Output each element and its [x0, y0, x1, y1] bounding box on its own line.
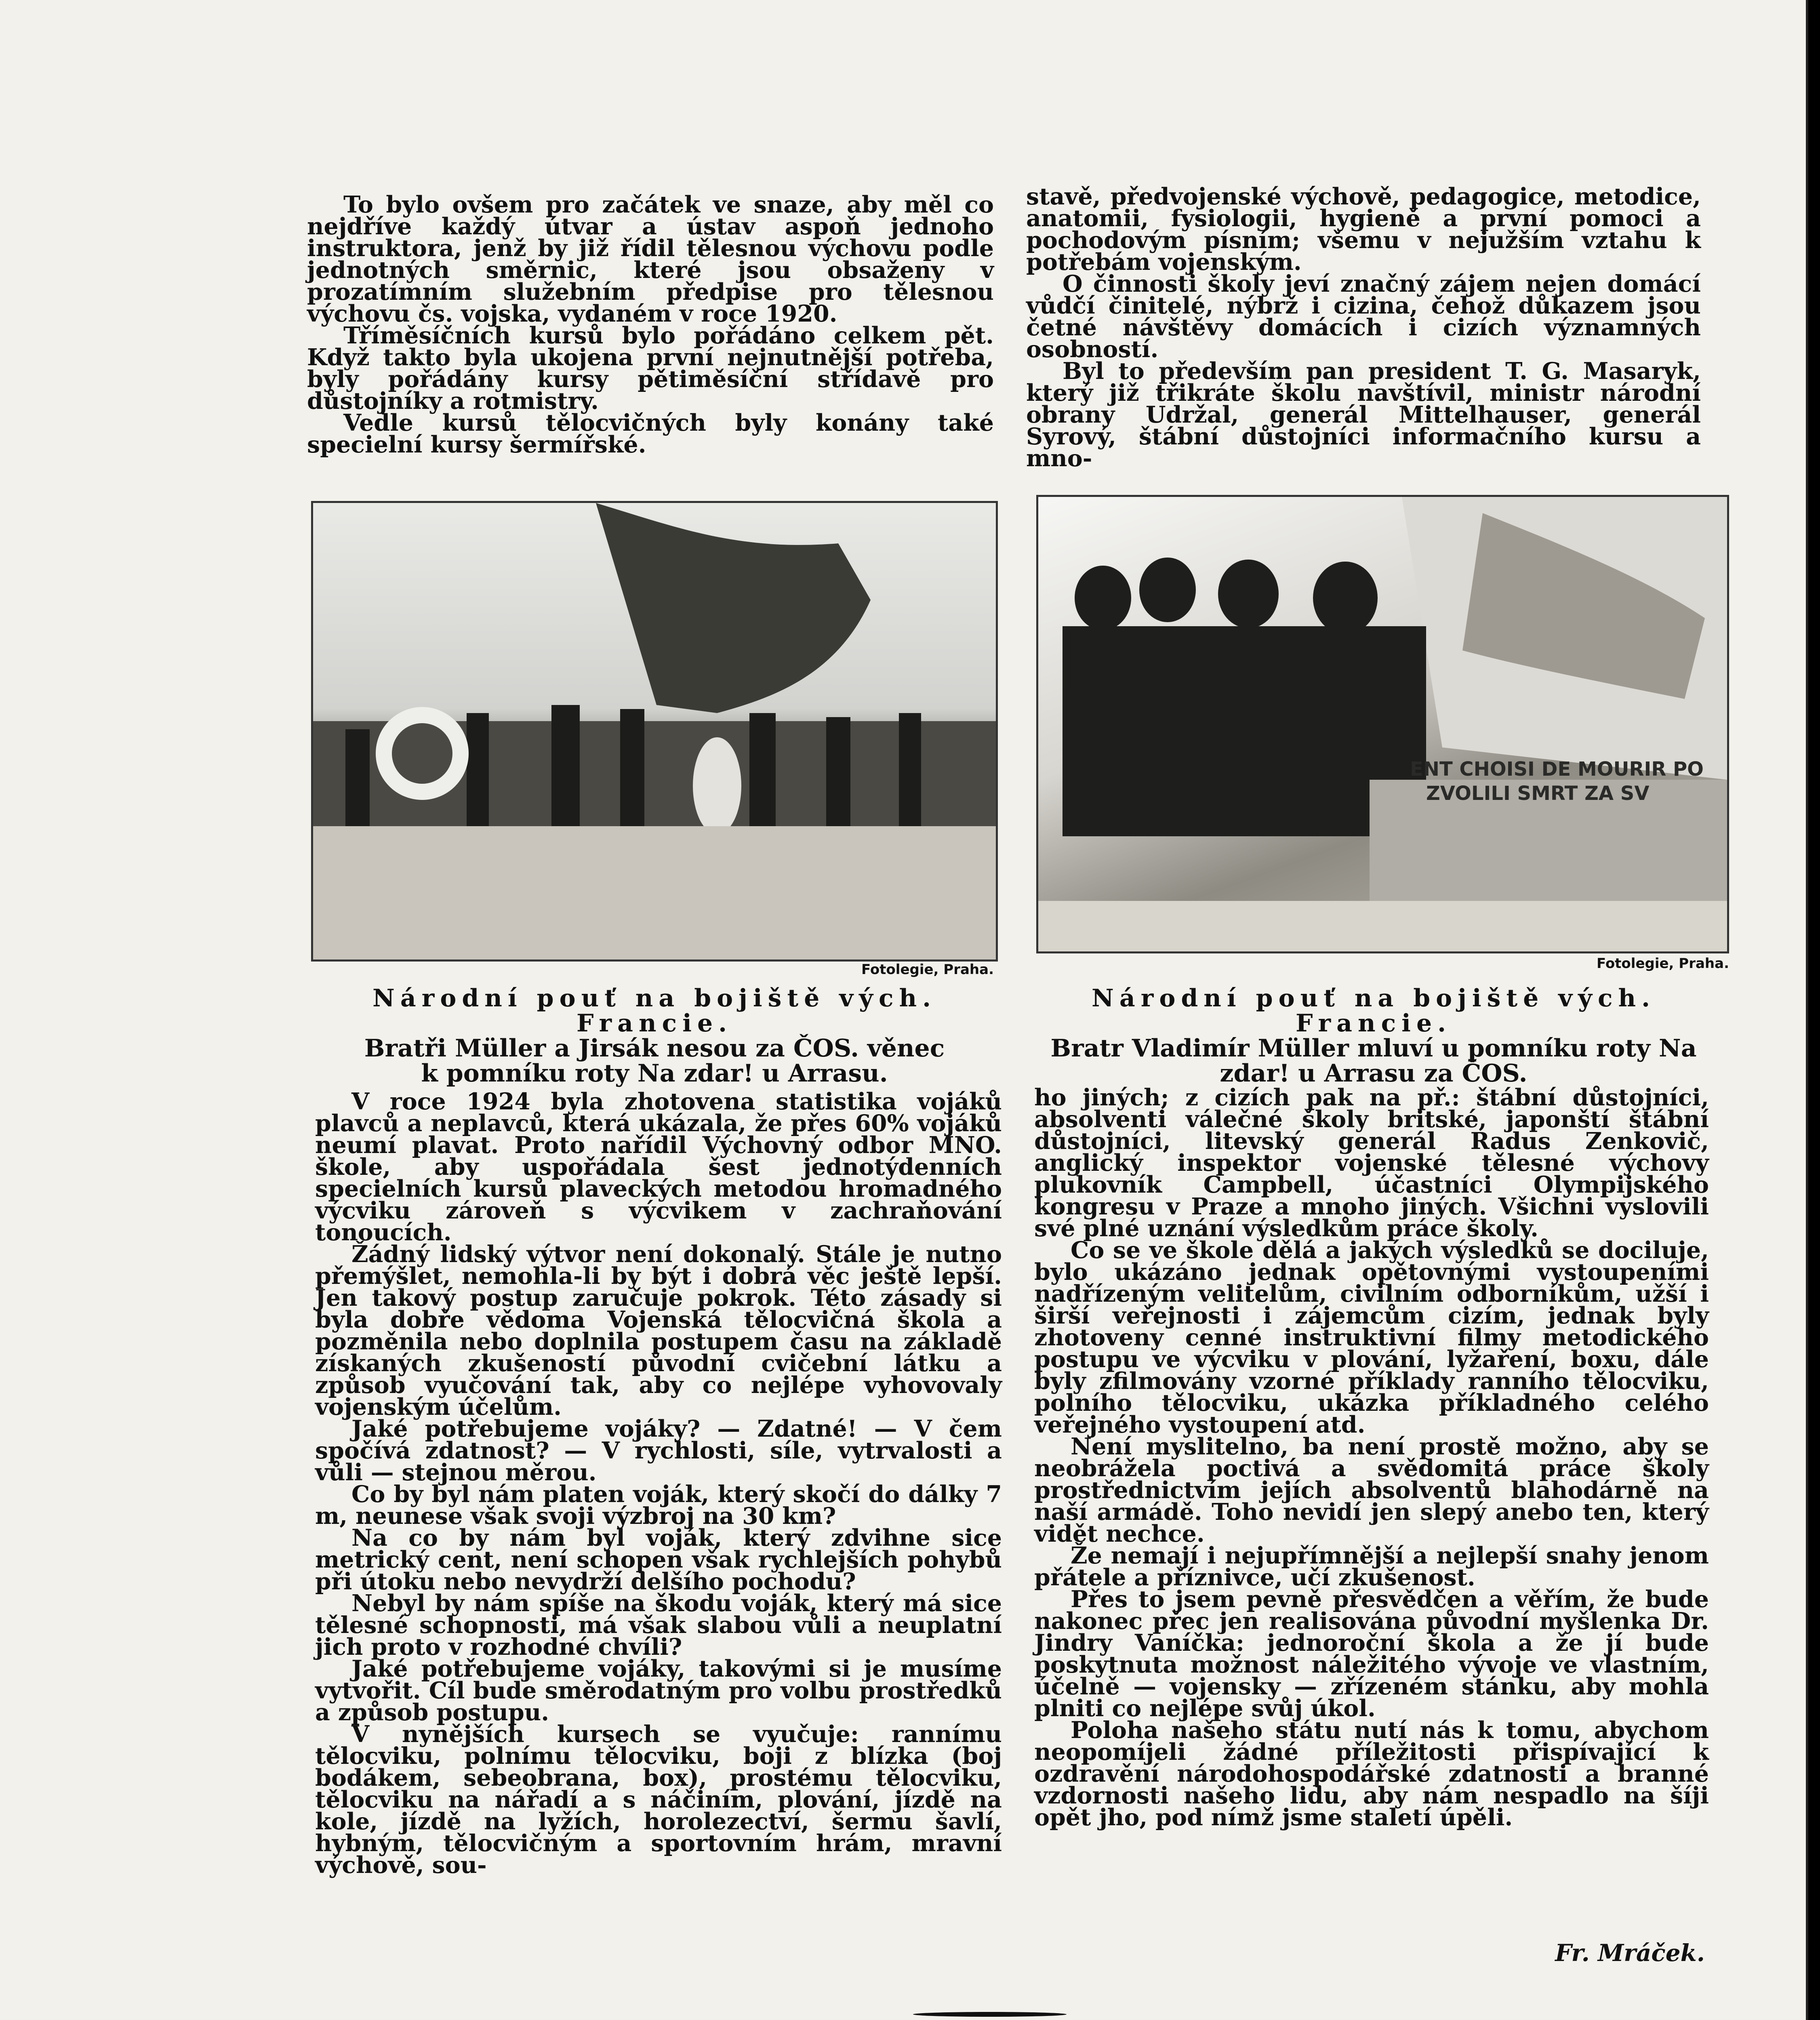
- paragraph: Není myslitelno, ba není prostě možno, aby se neobrážela poctivá a svědomitá práce školy prostřednictvím jejích absolventů blahodárně na naší armádě. Toho nevidí jen slepý anebo ten, který vidět nechce.: [1034, 1433, 1709, 1547]
- photo-speech-at-monument: [1036, 495, 1729, 953]
- text-column-bottom-right: [1034, 1084, 1709, 1831]
- text-column-top-left: [307, 191, 994, 458]
- paragraph: Co se ve škole dělá a jakých výsledků se dociluje, bylo ukázáno jednak opětovnými vystoupeními nadřízeným velitelům, civilním odborníkům, užší i širší veřejnosti i zájemcům cizím, jednak byly zhotoveny cenné instruktivní filmy metodického postupu ve výcviku v plování, lyžaření, boxu, dále byly zfilmovány vzorné příklady ranního tělocviku, polního tělocviku, ukázka příkladného celého veřejného vystoupení atd.: [1034, 1237, 1709, 1438]
- paragraph: ho jiných; z cizích pak na př.: štábní důstojníci, absolventi válečné školy britské, japonští štábní důstojníci, litevský generál Radus Zenkovič, anglický inspektor vojenské tělesné výchovy plukovník Campbell, účastníci Olympijského kongresu v Praze a mnoho jiných. Všichni vyslovili své plné uznání výsledkům práce školy.: [1034, 1084, 1709, 1242]
- text-column-bottom-left: [315, 1088, 1002, 1879]
- caption-line: Bratr Vladimír Müller mluví u pomníku roty Na: [1050, 1034, 1697, 1063]
- photo-wreath-procession: [311, 501, 998, 962]
- photo-caption-right: [1026, 986, 1721, 1086]
- paragraph: To bylo ovšem pro začátek ve snaze, aby měl co nejdříve každý útvar a ústav aspoň jednoho instruktora, jenž by již řídil tělesnou výchovu podle jednotných směrnic, které jsou obsaženy v prozatímním služebním předpise pro tělesnou výchovu čs. vojska, vydaném v roce 1920.: [307, 191, 994, 327]
- paragraph: V roce 1924 byla zhotovena statistika vojáků plavců a neplavců, která ukázala, že přes 60% vojáků neumí plavat. Proto nařídil Výchovný odbor MNO. škole, aby uspořádala šest jednotýdenních specielních kursů plaveckých metodou hromadného výcviku zároveň s výcvikem v zachraňování tonoucích.: [315, 1088, 1002, 1246]
- monument-inscription: ENT CHOISI DE MOURIR PO: [1410, 758, 1704, 781]
- caption-line: k pomníku roty Na zdar! u Arrasu.: [421, 1059, 888, 1088]
- paragraph: Vedle kursů tělocvičných byly konány také specielní kursy šermířské.: [307, 409, 994, 458]
- paragraph: Jaké potřebujeme vojáky, takovými si je musíme vytvořit. Cíl bude směrodatným pro volbu prostředků a způsob postupu.: [315, 1655, 1002, 1726]
- paragraph: Žádný lidský výtvor není dokonalý. Stále je nutno přemýšlet, nemohla-li by být i dobrá věc ještě lepší. Jen takový postup zaručuje pokrok. Této zásady si byla dobře vědoma Vojenská tělocvičná škola a pozměnila nebo doplnila postupem času na základě získaných zkušeností původní cvičební látku a způsob vyučování tak, aby co nejlépe vyhovovaly vojenským účelům.: [315, 1241, 1002, 1420]
- photo-illustration: [313, 503, 996, 960]
- photo-caption-left: [307, 986, 1002, 1086]
- paragraph: Nebyl by nám spíše na škodu voják, který má sice tělesné schopnosti, má však slabou vůli a neuplatní jich proto v rozhodné chvíli?: [315, 1590, 1002, 1660]
- paragraph: Co by byl nám platen voják, který skočí do dálky 7 m, neunese však svoji výzbroj na 30 km?: [315, 1481, 1002, 1530]
- paragraph: Byl to především pan president T. G. Masaryk, který již třikráte školu navštívil, ministr národní obrany Udržal, generál Mittelhauser, generál Syrový, štábní důstojníci informačního kursu a mno-: [1026, 358, 1701, 472]
- paragraph: Tříměsíčních kursů bylo pořádáno celkem pět. Když takto byla ukojena první nejnutnější potřeba, byly pořádány kursy pětiměsíční střídavě pro důstojníky a rotmistry.: [307, 322, 994, 415]
- photo-credit: Fotolegie, Praha.: [1596, 955, 1729, 972]
- paragraph: stavě, předvojenské výchově, pedagogice, metodice, anatomii, fysiologii, hygieně a první pomoci a pochodovým písním; všemu v nejužším vztahu k potřebám vojenským.: [1026, 183, 1701, 276]
- paragraph: Na co by nám byl voják, který zdvihne sice metrický cent, není schopen však rychlejších pohybů při útoku nebo nevydrží delšího pochodu?: [315, 1524, 1002, 1595]
- caption-line: Národní pouť na bojiště vých. Francie.: [372, 984, 936, 1037]
- text-column-top-right: [1026, 183, 1701, 472]
- caption-line: Národní pouť na bojiště vých. Francie.: [1092, 984, 1656, 1037]
- photo-credit: Fotolegie, Praha.: [861, 962, 994, 978]
- author-signature: Fr. Mráček.: [1555, 1939, 1705, 1967]
- photo-illustration: [1038, 497, 1727, 951]
- separator-rule: [913, 2012, 1067, 2017]
- caption-line: zdar! u Arrasu za ČOS.: [1220, 1059, 1528, 1088]
- paragraph: O činnosti školy jeví značný zájem nejen domácí vůdčí činitelé, nýbrž i cizina, čehož důkazem jsou četné návštěvy domácích i cizích významných osobností.: [1026, 270, 1701, 363]
- caption-line: Bratři Müller a Jirsák nesou za ČOS. věnec: [364, 1034, 945, 1063]
- monument-inscription: ZVOLILI SMRT ZA SV: [1426, 782, 1650, 805]
- paragraph: Poloha našeho státu nutí nás k tomu, abychom neopomíjeli žádné příležitosti přispívající k ozdravění národohospodářské zdatnosti a branné vzdornosti našeho lidu, aby nám nespadlo na šíji opět jho, pod nímž jsme staletí úpěli.: [1034, 1717, 1709, 1831]
- paragraph: Že nemají i nejupřímnější a nejlepší snahy jenom přátele a příznivce, učí zkušenost.: [1034, 1542, 1709, 1591]
- paragraph: Přes to jsem pevně přesvědčen a věřím, že bude nakonec přec jen realisována původní myšlenka Dr. Jindry Vaníčka: jednoroční škola a že jí bude poskytnuta možnost náležitého vývoje ve vlastním, účelně — vojensky — zřízeném stánku, aby mohla plniti co nejlépe svůj úkol.: [1034, 1586, 1709, 1722]
- paragraph: Jaké potřebujeme vojáky? — Zdatné! — V čem spočívá zdatnost? — V rychlosti, síle, vytrvalosti a vůli — stejnou měrou.: [315, 1415, 1002, 1486]
- paragraph: V nynějších kursech se vyučuje: rannímu tělocviku, polnímu tělocviku, boji z blízka (boj bodákem, sebeobrana, box), prostému tělocviku, tělocviku na nářadí a s náčiním, plování, jízdě na kole, jízdě na lyžích, horolezectví, šermu šavlí, hybným, tělocvičným a sportovním hrám, mravní výchově, sou-: [315, 1721, 1002, 1879]
